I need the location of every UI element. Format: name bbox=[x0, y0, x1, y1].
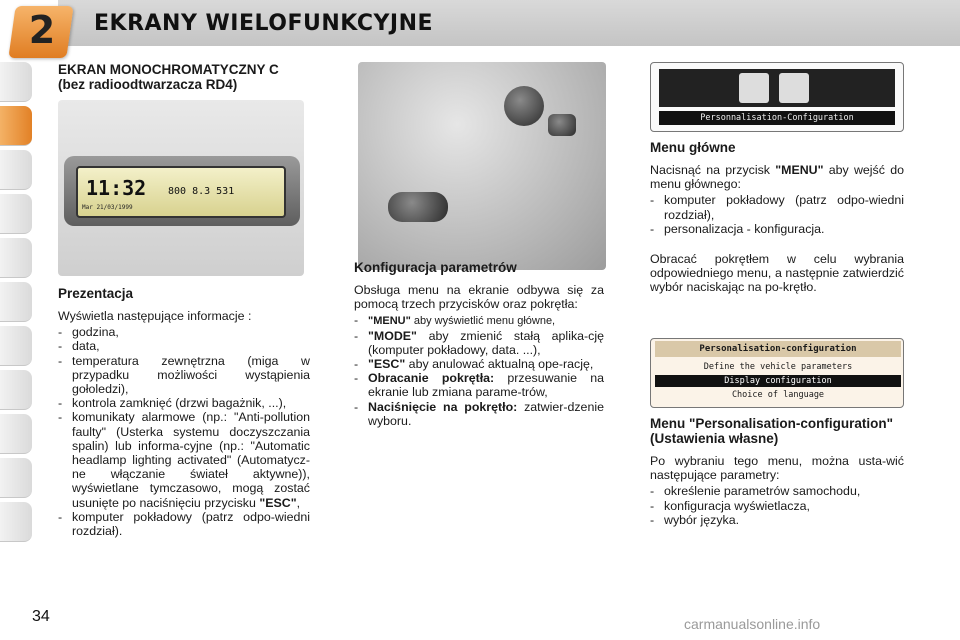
column-1 bbox=[58, 62, 310, 92]
personalisation-screen bbox=[650, 338, 904, 408]
chapter-tab[interactable] bbox=[0, 370, 32, 410]
menu-icon-strip bbox=[659, 69, 895, 107]
list-item: - wybór języka. bbox=[650, 513, 904, 527]
list-item: - godzina, bbox=[58, 325, 310, 339]
menu-screen-label: Personnalisation-Configuration bbox=[659, 111, 895, 125]
list-item bbox=[354, 313, 604, 328]
list-item: - komputer pokładowy (patrz odpo-wiedni rozdział). bbox=[58, 510, 310, 538]
chapter-tab-active[interactable] bbox=[0, 106, 32, 146]
chapter-tab[interactable] bbox=[0, 238, 32, 278]
presentation-title: Prezentacja bbox=[58, 286, 134, 301]
pers-screen-row-selected: Display configuration bbox=[655, 375, 901, 387]
list-item bbox=[354, 371, 604, 399]
list-item: - określenie parametrów samochodu, bbox=[650, 484, 904, 498]
pers-screen-row: Define the vehicle parameters bbox=[703, 362, 853, 372]
button-knob bbox=[548, 114, 576, 136]
dial-knob bbox=[504, 86, 544, 126]
main-menu-screen bbox=[650, 62, 904, 132]
trip-computer-icon bbox=[739, 73, 769, 103]
display-time: 11:32 bbox=[86, 176, 147, 200]
chapter-tabs bbox=[0, 62, 32, 546]
chapter-tab[interactable] bbox=[0, 458, 32, 498]
personalisation-title: Menu "Personalisation-configuration" (Ustawienia własne) bbox=[650, 416, 894, 446]
list-item bbox=[354, 329, 604, 357]
esc-key-label: "ESC" bbox=[259, 495, 297, 510]
press-knob-label: Naciśnięcie na pokrętło: bbox=[368, 399, 518, 414]
list-item-text: komunikaty alarmowe (np.: "Anti-pollution faulty" (Usterka systemu doczyszczania spalin) lub informa-cyjne (np.: "Automatic headlamp lighting activated" (Automatycz-ne włączanie świateł aktywne)), wyświetlane tymczasowo, mogą zostać usunięte po naciśnięciu przycisku bbox=[72, 410, 310, 510]
main-menu-list bbox=[650, 193, 904, 236]
chapter-number: 2 bbox=[28, 8, 56, 52]
main-menu-section bbox=[650, 140, 904, 295]
pers-screen-title: Personalisation-configuration bbox=[655, 341, 901, 357]
section-heading: EKRAN MONOCHROMATYCZNY C bbox=[58, 62, 279, 77]
chapter-tab[interactable] bbox=[0, 194, 32, 234]
chapter-tab[interactable] bbox=[0, 62, 32, 102]
personalisation-list bbox=[650, 484, 904, 527]
chapter-tab[interactable] bbox=[0, 150, 32, 190]
list-item-suffix: , bbox=[296, 495, 301, 510]
personalisation-intro: Po wybraniu tego menu, można usta-wić następujące parametry: bbox=[650, 454, 904, 483]
list-item: - kontrola zamknięć (drzwi bagażnik, ...), bbox=[58, 396, 310, 410]
display-date: Mar 21/03/1999 bbox=[82, 204, 133, 211]
presentation-section bbox=[58, 286, 310, 538]
display-screen bbox=[76, 166, 286, 218]
list-item-text: aby wyświetlić menu główne, bbox=[410, 315, 556, 328]
configuration-list bbox=[354, 313, 604, 428]
main-menu-note: Obracać pokrętłem w celu wybrania odpowiedniego menu, a następnie zatwierdzić wybór naciskając na po-krętło. bbox=[650, 252, 904, 295]
list-item: - data, bbox=[58, 339, 310, 353]
section-heading-sub: (bez radioodtwarzacza RD4) bbox=[58, 77, 238, 92]
list-item-text: zatwier-dzenie wyboru. bbox=[368, 399, 604, 428]
console-photo bbox=[358, 62, 606, 270]
chapter-tab[interactable] bbox=[0, 414, 32, 454]
menu-key-label: "MENU" bbox=[368, 315, 411, 328]
intro-text: Nacisnąć na przycisk bbox=[650, 163, 776, 177]
page-title: EKRANY WIELOFUNKCYJNE bbox=[94, 11, 434, 36]
list-item-text: aby zmienić stałą aplika-cję (komputer pokładowy, data. ...), bbox=[368, 328, 604, 357]
list-item: - temperatura zewnętrzna (miga w przypadku możliwości wystąpienia gołoledzi), bbox=[58, 354, 310, 397]
configuration-title: Konfiguracja parametrów bbox=[354, 260, 517, 275]
list-item bbox=[354, 400, 604, 428]
list-item: - konfiguracja wyświetlacza, bbox=[650, 499, 904, 513]
main-menu-intro bbox=[650, 163, 904, 191]
display-photo bbox=[58, 100, 304, 276]
chapter-tab[interactable] bbox=[0, 282, 32, 322]
list-item-text: aby anulować aktualną ope-rację, bbox=[405, 357, 594, 372]
presentation-list bbox=[58, 325, 310, 538]
watermark: carmanualsonline.info bbox=[684, 616, 821, 632]
intro-text-post: aby wejść do menu głównego: bbox=[650, 163, 904, 192]
configuration-section bbox=[354, 260, 604, 428]
rotate-knob-label: Obracanie pokrętła: bbox=[368, 371, 495, 386]
main-menu-title: Menu główne bbox=[650, 140, 736, 155]
list-item: - personalizacja - konfiguracja. bbox=[650, 222, 904, 236]
gear-shift-knob bbox=[388, 192, 448, 222]
list-item-text: przesuwanie na ekranie lub zmiana parame-trów, bbox=[368, 371, 604, 400]
page-header bbox=[0, 0, 960, 52]
menu-key-label: "MENU" bbox=[775, 163, 824, 177]
presentation-intro: Wyświetla następujące informacje : bbox=[58, 309, 252, 323]
display-values: 800 8.3 531 bbox=[168, 186, 235, 197]
mode-key-label: "MODE" bbox=[368, 328, 417, 343]
list-item bbox=[58, 410, 310, 509]
page-number: 34 bbox=[32, 608, 50, 625]
configuration-intro: Obsługa menu na ekranie odbywa się za pomocą trzech przycisków oraz pokrętła: bbox=[354, 283, 604, 312]
chapter-tab[interactable] bbox=[0, 502, 32, 542]
chapter-tab[interactable] bbox=[0, 326, 32, 366]
list-item: - komputer pokładowy (patrz odpo-wiedni rozdział), bbox=[650, 193, 904, 221]
pers-screen-row: Choice of language bbox=[731, 390, 825, 400]
settings-icon bbox=[779, 73, 809, 103]
list-item bbox=[354, 357, 604, 371]
esc-key-label: "ESC" bbox=[368, 357, 406, 372]
personalisation-section bbox=[650, 416, 904, 527]
